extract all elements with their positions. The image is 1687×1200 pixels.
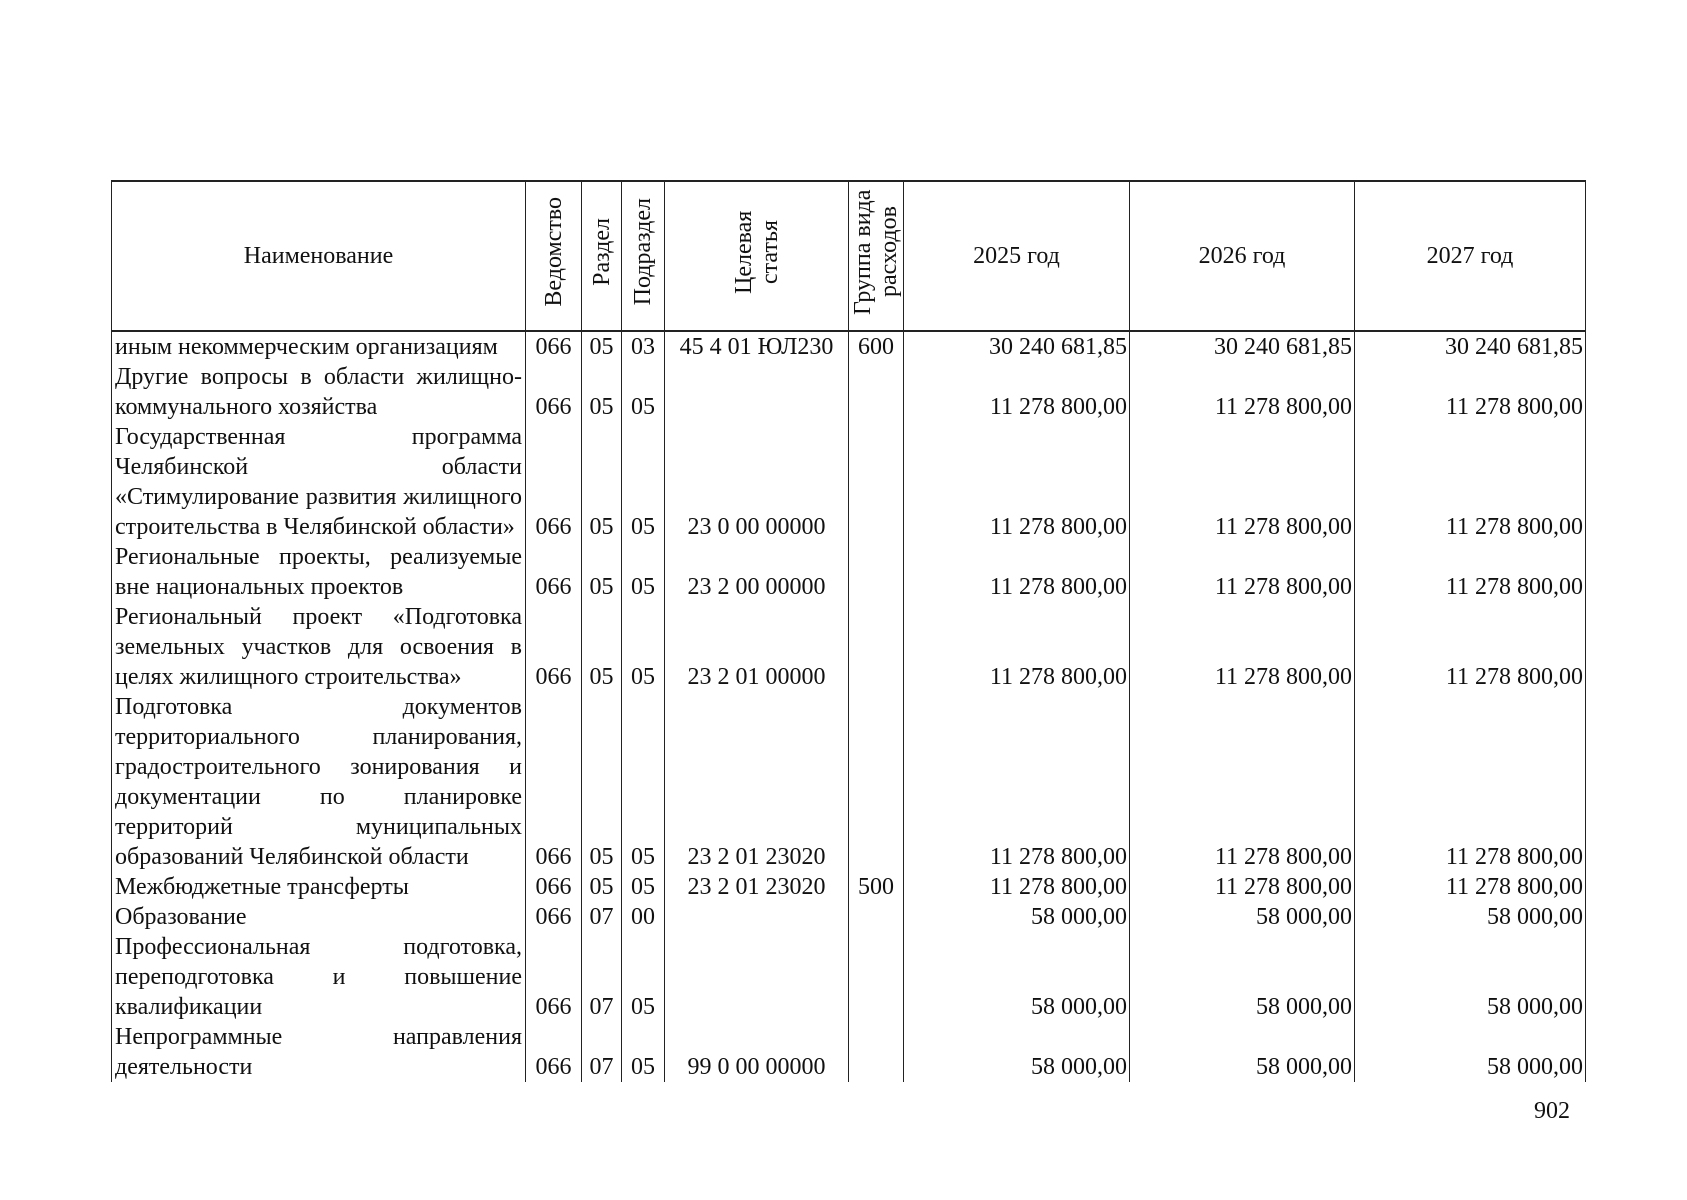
cell-2027: 11 278 800,00 (1355, 542, 1586, 602)
header-subsection: Подраздел (630, 198, 656, 306)
cell-2027: 58 000,00 (1355, 902, 1586, 932)
table-row (112, 422, 1586, 542)
cell-name: Государственная программа Челябинской области «Стимулирование развития жилищного строительства в Челябинской области» (112, 422, 526, 542)
cell-target: 99 0 00 00000 (665, 1022, 849, 1082)
table-row (112, 331, 1586, 362)
cell-section: 05 (582, 422, 622, 542)
cell-2027: 11 278 800,00 (1355, 602, 1586, 692)
cell-2026: 11 278 800,00 (1130, 362, 1355, 422)
table-header-row (112, 181, 1586, 331)
table-row (112, 602, 1586, 692)
cell-section: 05 (582, 542, 622, 602)
cell-exp-group (849, 542, 904, 602)
cell-2027: 58 000,00 (1355, 932, 1586, 1022)
cell-name: Региональные проекты, реализуемые вне национальных проектов (112, 542, 526, 602)
cell-2027: 11 278 800,00 (1355, 422, 1586, 542)
cell-2025: 58 000,00 (904, 902, 1130, 932)
header-2025: 2025 год (904, 181, 1130, 331)
cell-name: иным некоммерческим организациям (112, 331, 526, 362)
table-row (112, 1022, 1586, 1082)
cell-2026: 30 240 681,85 (1130, 331, 1355, 362)
cell-name: Другие вопросы в области жилищно-коммунального хозяйства (112, 362, 526, 422)
cell-exp-group (849, 692, 904, 872)
cell-name: Региональный проект «Подготовка земельных участков для освоения в целях жилищного строительства» (112, 602, 526, 692)
header-target: Целевая статья (730, 210, 783, 294)
cell-dept: 066 (526, 542, 582, 602)
table-row (112, 362, 1586, 422)
table-row (112, 542, 1586, 602)
cell-2025: 58 000,00 (904, 1022, 1130, 1082)
cell-target (665, 902, 849, 932)
cell-2025: 11 278 800,00 (904, 602, 1130, 692)
cell-dept: 066 (526, 1022, 582, 1082)
cell-target: 23 2 01 23020 (665, 872, 849, 902)
header-name: Наименование (112, 181, 526, 331)
cell-dept: 066 (526, 331, 582, 362)
cell-target (665, 932, 849, 1022)
cell-2026: 58 000,00 (1130, 1022, 1355, 1082)
cell-dept: 066 (526, 872, 582, 902)
cell-section: 05 (582, 872, 622, 902)
cell-exp-group (849, 362, 904, 422)
cell-dept: 066 (526, 362, 582, 422)
cell-name: Непрограммные направления деятельности (112, 1022, 526, 1082)
cell-2025: 11 278 800,00 (904, 692, 1130, 872)
cell-subsection: 05 (622, 932, 665, 1022)
budget-table (111, 180, 1586, 1082)
cell-2025: 30 240 681,85 (904, 331, 1130, 362)
cell-subsection: 05 (622, 422, 665, 542)
cell-target: 45 4 01 ЮЛ230 (665, 331, 849, 362)
cell-exp-group: 500 (849, 872, 904, 902)
cell-exp-group (849, 1022, 904, 1082)
cell-target: 23 0 00 00000 (665, 422, 849, 542)
table-row (112, 872, 1586, 902)
cell-2025: 58 000,00 (904, 932, 1130, 1022)
cell-2026: 11 278 800,00 (1130, 542, 1355, 602)
cell-dept: 066 (526, 602, 582, 692)
header-dept: Ведомство (540, 197, 567, 307)
cell-exp-group (849, 422, 904, 542)
cell-section: 05 (582, 362, 622, 422)
table-row (112, 902, 1586, 932)
cell-2027: 11 278 800,00 (1355, 692, 1586, 872)
cell-name: Межбюджетные трансферты (112, 872, 526, 902)
cell-2026: 58 000,00 (1130, 932, 1355, 1022)
cell-subsection: 03 (622, 331, 665, 362)
cell-name: Профессиональная подготовка, переподготовка и повышение квалификации (112, 932, 526, 1022)
cell-subsection: 05 (622, 602, 665, 692)
cell-target: 23 2 01 23020 (665, 692, 849, 872)
cell-2026: 58 000,00 (1130, 902, 1355, 932)
cell-2025: 11 278 800,00 (904, 872, 1130, 902)
cell-section: 05 (582, 692, 622, 872)
cell-2027: 11 278 800,00 (1355, 872, 1586, 902)
cell-2027: 11 278 800,00 (1355, 362, 1586, 422)
cell-2026: 11 278 800,00 (1130, 692, 1355, 872)
cell-2025: 11 278 800,00 (904, 422, 1130, 542)
cell-dept: 066 (526, 692, 582, 872)
cell-exp-group: 600 (849, 331, 904, 362)
header-2027: 2027 год (1355, 181, 1586, 331)
cell-2026: 11 278 800,00 (1130, 422, 1355, 542)
table-row (112, 692, 1586, 872)
cell-dept: 066 (526, 932, 582, 1022)
page-number: 902 (1534, 1098, 1570, 1124)
cell-section: 07 (582, 932, 622, 1022)
cell-target: 23 2 01 00000 (665, 602, 849, 692)
cell-name: Образование (112, 902, 526, 932)
cell-exp-group (849, 932, 904, 1022)
cell-subsection: 05 (622, 692, 665, 872)
cell-section: 07 (582, 902, 622, 932)
cell-name: Подготовка документов территориального планирования, градостроительного зонирования и документации по планировке территорий муниципальных образований Челябинской области (112, 692, 526, 872)
cell-subsection: 05 (622, 1022, 665, 1082)
cell-2027: 30 240 681,85 (1355, 331, 1586, 362)
cell-target: 23 2 00 00000 (665, 542, 849, 602)
header-section: Раздел (588, 218, 615, 286)
cell-exp-group (849, 902, 904, 932)
table-row (112, 932, 1586, 1022)
cell-subsection: 00 (622, 902, 665, 932)
header-2026: 2026 год (1130, 181, 1355, 331)
cell-section: 05 (582, 602, 622, 692)
cell-subsection: 05 (622, 542, 665, 602)
cell-subsection: 05 (622, 362, 665, 422)
cell-2026: 11 278 800,00 (1130, 602, 1355, 692)
cell-2026: 11 278 800,00 (1130, 872, 1355, 902)
cell-dept: 066 (526, 902, 582, 932)
cell-2027: 58 000,00 (1355, 1022, 1586, 1082)
cell-section: 07 (582, 1022, 622, 1082)
cell-subsection: 05 (622, 872, 665, 902)
cell-section: 05 (582, 331, 622, 362)
cell-target (665, 362, 849, 422)
table-body (112, 331, 1586, 1082)
header-exp-group: Группа вида расходов (850, 189, 902, 315)
cell-exp-group (849, 602, 904, 692)
cell-2025: 11 278 800,00 (904, 362, 1130, 422)
cell-dept: 066 (526, 422, 582, 542)
cell-2025: 11 278 800,00 (904, 542, 1130, 602)
